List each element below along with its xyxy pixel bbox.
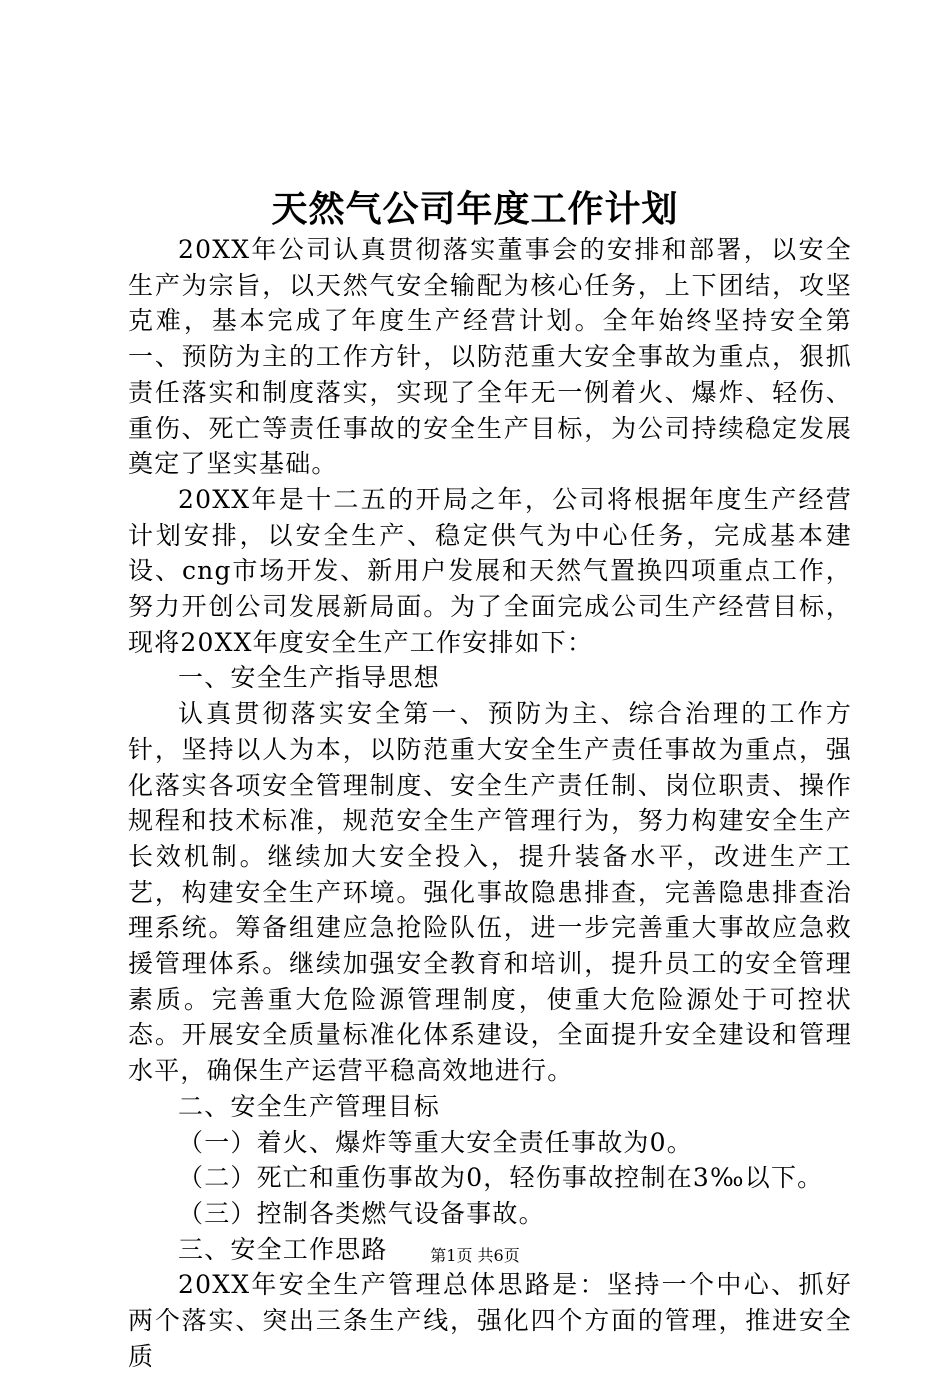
page-footer: 第1页 共6页 (430, 1246, 520, 1265)
document-body (128, 232, 852, 1375)
paragraph-work-idea: 20XX年安全生产管理总体思路是：坚持一个中心、抓好两个落实、突出三条生产线，强化四个方面的管理，推进安全质 (128, 1270, 852, 1371)
section-heading-2: 二、安全生产管理目标 (178, 1091, 441, 1121)
section-heading-3: 三、安全工作思路 (178, 1234, 388, 1264)
target-item-2: （二）死亡和重伤事故为0，轻伤事故控制在3‰以下。 (178, 1163, 824, 1193)
target-item-3: （三）控制各类燃气设备事故。 (178, 1198, 545, 1228)
document-title: 天然气公司年度工作计划 (271, 188, 679, 230)
paragraph-guiding-thought: 认真贯彻落实安全第一、预防为主、综合治理的工作方针，坚持以人为本，以防范重大安全生产责任事故为重点，强化落实各项安全管理制度、安全生产责任制、岗位职责、操作规程和技术标准，规范安全生产管理行为，努力构建安全生产长效机制。继续加大安全投入，提升装备水平，改进生产工艺，构建安全生产环境。强化事故隐患排查，完善隐患排查治理系统。筹备组建应急抢险队伍，进一步完善重大事故应急救援管理体系。继续加强安全教育和培训，提升员工的安全管理素质。完善重大危险源管理制度，使重大危险源处于可控状态。开展安全质量标准化体系建设，全面提升安全建设和管理水平，确保生产运营平稳高效地进行。 (128, 699, 852, 1086)
section-heading-1: 一、安全生产指导思想 (178, 663, 441, 693)
paragraph-intro: 20XX年公司认真贯彻落实董事会的安排和部署，以安全生产为宗旨，以天然气安全输配为核心任务，上下团结，攻坚克难，基本完成了年度生产经营计划。全年始终坚持安全第一、预防为主的工作方针，以防范重大安全事故为重点，狠抓责任落实和制度落实，实现了全年无一例着火、爆炸、轻伤、重伤、死亡等责任事故的安全生产目标，为公司持续稳定发展奠定了坚实基础。 (128, 235, 852, 479)
target-item-1: （一）着火、爆炸等重大安全责任事故为0。 (178, 1127, 693, 1157)
paragraph-plan: 20XX年是十二五的开局之年，公司将根据年度生产经营计划安排，以安全生产、稳定供气为中心任务，完成基本建设、cng市场开发、新用户发展和天然气置换四项重点工作，努力开创公司发展新局面。为了全面完成公司生产经营目标，现将20XX年度安全生产工作安排如下： (128, 484, 852, 657)
